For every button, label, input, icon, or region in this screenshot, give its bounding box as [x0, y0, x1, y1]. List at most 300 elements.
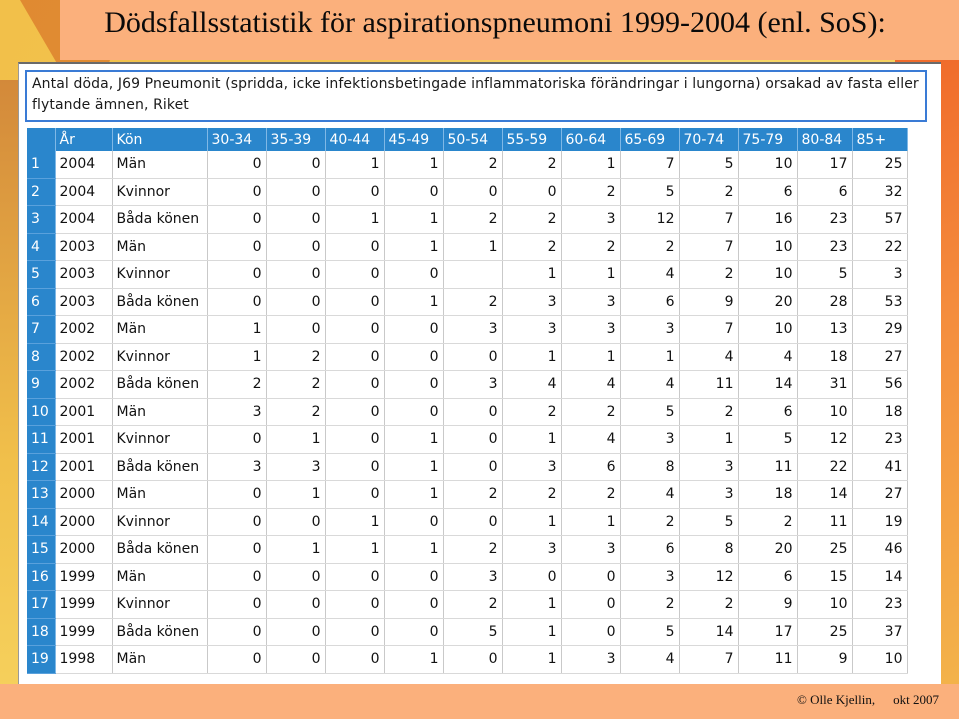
table-row — [27, 261, 907, 289]
sex-cell: Män — [112, 151, 207, 178]
year-cell: 2003 — [55, 261, 112, 289]
table-row — [27, 563, 907, 591]
count-cell: 3 — [679, 453, 738, 481]
count-cell: 56 — [852, 371, 907, 399]
row-number-header — [27, 128, 55, 151]
count-cell: 2 — [207, 371, 266, 399]
row-number: 4 — [27, 233, 55, 261]
count-cell — [443, 261, 502, 289]
count-cell: 0 — [384, 371, 443, 399]
count-cell: 2 — [443, 536, 502, 564]
count-cell: 0 — [325, 646, 384, 674]
count-cell: 11 — [738, 453, 797, 481]
count-cell: 3 — [852, 261, 907, 289]
year-cell: 2003 — [55, 288, 112, 316]
count-cell: 3 — [443, 371, 502, 399]
count-cell: 46 — [852, 536, 907, 564]
count-cell: 2 — [679, 178, 738, 206]
count-cell: 16 — [738, 206, 797, 234]
column-header: 50-54 — [443, 128, 502, 151]
table-header-row — [27, 128, 907, 151]
count-cell: 0 — [325, 316, 384, 344]
count-cell: 1 — [384, 151, 443, 178]
count-cell: 0 — [561, 563, 620, 591]
count-cell: 0 — [266, 316, 325, 344]
count-cell: 3 — [620, 316, 679, 344]
sex-cell: Båda könen — [112, 206, 207, 234]
count-cell: 0 — [443, 453, 502, 481]
row-number: 6 — [27, 288, 55, 316]
year-cell: 2003 — [55, 233, 112, 261]
count-cell: 10 — [852, 646, 907, 674]
sex-cell: Kvinnor — [112, 591, 207, 619]
count-cell: 1 — [207, 343, 266, 371]
count-cell: 3 — [620, 563, 679, 591]
count-cell: 19 — [852, 508, 907, 536]
row-number: 9 — [27, 371, 55, 399]
count-cell: 1 — [502, 646, 561, 674]
row-number: 11 — [27, 426, 55, 454]
year-cell: 2002 — [55, 343, 112, 371]
count-cell: 0 — [561, 618, 620, 646]
count-cell: 0 — [266, 618, 325, 646]
count-cell: 2 — [502, 206, 561, 234]
count-cell: 0 — [207, 646, 266, 674]
count-cell: 1 — [502, 591, 561, 619]
count-cell: 14 — [679, 618, 738, 646]
count-cell: 2 — [561, 398, 620, 426]
count-cell: 0 — [384, 618, 443, 646]
count-cell: 4 — [620, 646, 679, 674]
count-cell: 0 — [384, 178, 443, 206]
count-cell: 2 — [443, 288, 502, 316]
row-number: 15 — [27, 536, 55, 564]
count-cell: 1 — [384, 646, 443, 674]
row-number: 3 — [27, 206, 55, 234]
sex-cell: Män — [112, 398, 207, 426]
count-cell: 0 — [384, 261, 443, 289]
count-cell: 0 — [207, 151, 266, 178]
table-row — [27, 453, 907, 481]
count-cell: 0 — [207, 618, 266, 646]
count-cell: 7 — [679, 233, 738, 261]
count-cell: 0 — [207, 508, 266, 536]
count-cell: 27 — [852, 481, 907, 509]
row-number: 18 — [27, 618, 55, 646]
count-cell: 6 — [620, 536, 679, 564]
count-cell: 0 — [443, 178, 502, 206]
count-cell: 0 — [207, 481, 266, 509]
count-cell: 0 — [266, 178, 325, 206]
count-cell: 0 — [443, 508, 502, 536]
count-cell: 22 — [797, 453, 852, 481]
count-cell: 1 — [561, 261, 620, 289]
sex-cell: Män — [112, 316, 207, 344]
count-cell: 0 — [207, 563, 266, 591]
count-cell: 2 — [502, 398, 561, 426]
count-cell: 29 — [852, 316, 907, 344]
count-cell: 4 — [620, 371, 679, 399]
count-cell: 41 — [852, 453, 907, 481]
count-cell: 3 — [443, 563, 502, 591]
count-cell: 2 — [502, 481, 561, 509]
year-cell: 2004 — [55, 178, 112, 206]
count-cell: 11 — [738, 646, 797, 674]
count-cell: 2 — [679, 591, 738, 619]
count-cell: 0 — [266, 508, 325, 536]
count-cell: 3 — [679, 481, 738, 509]
count-cell: 3 — [502, 288, 561, 316]
count-cell: 18 — [852, 398, 907, 426]
count-cell: 0 — [207, 178, 266, 206]
count-cell: 13 — [797, 316, 852, 344]
year-cell: 2000 — [55, 536, 112, 564]
count-cell: 2 — [620, 591, 679, 619]
table-row — [27, 206, 907, 234]
count-cell: 22 — [852, 233, 907, 261]
count-cell: 3 — [561, 536, 620, 564]
count-cell: 32 — [852, 178, 907, 206]
count-cell: 17 — [738, 618, 797, 646]
count-cell: 6 — [738, 563, 797, 591]
count-cell: 0 — [443, 398, 502, 426]
count-cell: 5 — [679, 151, 738, 178]
column-header: 35-39 — [266, 128, 325, 151]
count-cell: 23 — [852, 591, 907, 619]
column-header: 85+ — [852, 128, 907, 151]
count-cell: 4 — [502, 371, 561, 399]
count-cell: 53 — [852, 288, 907, 316]
count-cell: 0 — [207, 233, 266, 261]
count-cell: 3 — [561, 316, 620, 344]
count-cell: 2 — [502, 233, 561, 261]
table-screenshot — [18, 62, 941, 686]
count-cell: 0 — [384, 563, 443, 591]
count-cell: 18 — [738, 481, 797, 509]
count-cell: 2 — [561, 178, 620, 206]
count-cell: 11 — [797, 508, 852, 536]
table-container — [27, 128, 939, 686]
count-cell: 0 — [384, 398, 443, 426]
count-cell: 0 — [384, 591, 443, 619]
column-header: 30-34 — [207, 128, 266, 151]
count-cell: 18 — [797, 343, 852, 371]
sex-cell: Kvinnor — [112, 178, 207, 206]
count-cell: 3 — [502, 316, 561, 344]
year-cell: 2001 — [55, 426, 112, 454]
count-cell: 0 — [325, 481, 384, 509]
count-cell: 8 — [679, 536, 738, 564]
count-cell: 1 — [384, 206, 443, 234]
count-cell: 1 — [325, 536, 384, 564]
year-cell: 2001 — [55, 453, 112, 481]
count-cell: 5 — [620, 398, 679, 426]
year-cell: 2000 — [55, 481, 112, 509]
count-cell: 6 — [620, 288, 679, 316]
count-cell: 0 — [443, 343, 502, 371]
count-cell: 25 — [797, 536, 852, 564]
row-number: 17 — [27, 591, 55, 619]
count-cell: 0 — [443, 426, 502, 454]
count-cell: 0 — [207, 261, 266, 289]
year-cell: 2004 — [55, 206, 112, 234]
count-cell: 31 — [797, 371, 852, 399]
count-cell: 10 — [738, 261, 797, 289]
count-cell: 14 — [738, 371, 797, 399]
sex-cell: Män — [112, 563, 207, 591]
table-row — [27, 316, 907, 344]
count-cell: 2 — [443, 206, 502, 234]
sex-cell: Män — [112, 233, 207, 261]
count-cell: 12 — [620, 206, 679, 234]
table-row — [27, 508, 907, 536]
table-row — [27, 233, 907, 261]
count-cell: 6 — [738, 398, 797, 426]
sex-cell: Kvinnor — [112, 261, 207, 289]
count-cell: 1 — [384, 233, 443, 261]
count-cell: 17 — [797, 151, 852, 178]
table-row — [27, 536, 907, 564]
sex-cell: Män — [112, 646, 207, 674]
count-cell: 3 — [502, 536, 561, 564]
count-cell: 14 — [852, 563, 907, 591]
count-cell: 3 — [561, 646, 620, 674]
count-cell: 0 — [561, 591, 620, 619]
count-cell: 2 — [502, 151, 561, 178]
count-cell: 0 — [325, 453, 384, 481]
column-header: 40-44 — [325, 128, 384, 151]
count-cell: 1 — [502, 343, 561, 371]
count-cell: 2 — [561, 481, 620, 509]
sex-cell: Båda könen — [112, 371, 207, 399]
count-cell: 0 — [443, 646, 502, 674]
count-cell: 4 — [561, 426, 620, 454]
row-number: 2 — [27, 178, 55, 206]
count-cell: 2 — [266, 398, 325, 426]
count-cell: 0 — [266, 206, 325, 234]
count-cell: 0 — [325, 371, 384, 399]
count-cell: 0 — [325, 343, 384, 371]
count-cell: 4 — [679, 343, 738, 371]
count-cell: 7 — [679, 646, 738, 674]
column-header: 45-49 — [384, 128, 443, 151]
count-cell: 1 — [266, 536, 325, 564]
row-number: 12 — [27, 453, 55, 481]
count-cell: 5 — [738, 426, 797, 454]
table-row — [27, 343, 907, 371]
count-cell: 4 — [620, 481, 679, 509]
count-cell: 3 — [266, 453, 325, 481]
count-cell: 1 — [207, 316, 266, 344]
count-cell: 2 — [266, 343, 325, 371]
count-cell: 2 — [443, 151, 502, 178]
row-number: 5 — [27, 261, 55, 289]
slide-title: Dödsfallsstatistik för aspirationspneumoni 1999-2004 (enl. SoS): — [104, 6, 886, 39]
count-cell: 1 — [384, 453, 443, 481]
count-cell: 5 — [797, 261, 852, 289]
count-cell: 9 — [738, 591, 797, 619]
count-cell: 6 — [797, 178, 852, 206]
column-header: 60-64 — [561, 128, 620, 151]
count-cell: 10 — [738, 316, 797, 344]
count-cell: 2 — [443, 481, 502, 509]
count-cell: 2 — [620, 508, 679, 536]
count-cell: 6 — [561, 453, 620, 481]
count-cell: 4 — [620, 261, 679, 289]
row-number: 1 — [27, 151, 55, 178]
table-row — [27, 288, 907, 316]
footer-date: okt 2007 — [893, 692, 939, 707]
count-cell: 2 — [561, 233, 620, 261]
year-cell: 2002 — [55, 316, 112, 344]
count-cell: 1 — [679, 426, 738, 454]
count-cell: 3 — [620, 426, 679, 454]
count-cell: 0 — [325, 288, 384, 316]
count-cell: 3 — [561, 206, 620, 234]
count-cell: 5 — [443, 618, 502, 646]
count-cell: 0 — [266, 591, 325, 619]
count-cell: 0 — [325, 563, 384, 591]
count-cell: 5 — [620, 178, 679, 206]
count-cell: 1 — [266, 426, 325, 454]
table-caption: Antal döda, J69 Pneumonit (spridda, icke infektionsbetingade inflammatoriska förändringar i lungorna) orsakad av fasta eller flytande ämnen, Riket — [25, 70, 927, 122]
table-row — [27, 371, 907, 399]
count-cell: 0 — [266, 151, 325, 178]
table-row — [27, 591, 907, 619]
sex-cell: Båda könen — [112, 453, 207, 481]
count-cell: 23 — [797, 233, 852, 261]
count-cell: 10 — [738, 233, 797, 261]
count-cell: 4 — [738, 343, 797, 371]
row-number: 7 — [27, 316, 55, 344]
row-number: 10 — [27, 398, 55, 426]
row-number: 13 — [27, 481, 55, 509]
year-cell: 2001 — [55, 398, 112, 426]
count-cell: 3 — [502, 453, 561, 481]
count-cell: 0 — [384, 508, 443, 536]
column-header: År — [55, 128, 112, 151]
count-cell: 3 — [207, 453, 266, 481]
year-cell: 1998 — [55, 646, 112, 674]
count-cell: 1 — [443, 233, 502, 261]
count-cell: 0 — [384, 316, 443, 344]
count-cell: 57 — [852, 206, 907, 234]
column-header: 80-84 — [797, 128, 852, 151]
count-cell: 0 — [325, 426, 384, 454]
count-cell: 7 — [679, 316, 738, 344]
count-cell: 1 — [384, 536, 443, 564]
count-cell: 0 — [325, 233, 384, 261]
count-cell: 1 — [561, 343, 620, 371]
count-cell: 1 — [325, 151, 384, 178]
count-cell: 15 — [797, 563, 852, 591]
count-cell: 2 — [738, 508, 797, 536]
slide-footer — [797, 692, 939, 708]
count-cell: 9 — [679, 288, 738, 316]
count-cell: 1 — [561, 508, 620, 536]
count-cell: 1 — [384, 426, 443, 454]
column-header: 55-59 — [502, 128, 561, 151]
count-cell: 25 — [797, 618, 852, 646]
count-cell: 0 — [325, 261, 384, 289]
count-cell: 0 — [207, 206, 266, 234]
count-cell: 1 — [502, 508, 561, 536]
table-row — [27, 481, 907, 509]
count-cell: 25 — [852, 151, 907, 178]
column-header: Kön — [112, 128, 207, 151]
count-cell: 1 — [502, 426, 561, 454]
count-cell: 1 — [266, 481, 325, 509]
column-header: 70-74 — [679, 128, 738, 151]
count-cell: 0 — [325, 398, 384, 426]
year-cell: 1999 — [55, 563, 112, 591]
count-cell: 9 — [797, 646, 852, 674]
count-cell: 27 — [852, 343, 907, 371]
sex-cell: Kvinnor — [112, 426, 207, 454]
table-row — [27, 398, 907, 426]
table-body — [27, 151, 907, 673]
count-cell: 4 — [561, 371, 620, 399]
count-cell: 0 — [266, 261, 325, 289]
count-cell: 12 — [679, 563, 738, 591]
table-row — [27, 151, 907, 178]
count-cell: 10 — [797, 398, 852, 426]
year-cell: 1999 — [55, 618, 112, 646]
count-cell: 0 — [207, 288, 266, 316]
count-cell: 1 — [325, 206, 384, 234]
count-cell: 1 — [502, 261, 561, 289]
count-cell: 12 — [797, 426, 852, 454]
count-cell: 1 — [384, 481, 443, 509]
year-cell: 2004 — [55, 151, 112, 178]
count-cell: 20 — [738, 536, 797, 564]
count-cell: 0 — [325, 618, 384, 646]
count-cell: 1 — [620, 343, 679, 371]
count-cell: 3 — [207, 398, 266, 426]
sex-cell: Män — [112, 481, 207, 509]
count-cell: 2 — [266, 371, 325, 399]
column-header: 65-69 — [620, 128, 679, 151]
death-statistics-table — [27, 128, 908, 674]
table-row — [27, 426, 907, 454]
count-cell: 10 — [738, 151, 797, 178]
count-cell: 1 — [325, 508, 384, 536]
count-cell: 8 — [620, 453, 679, 481]
count-cell: 23 — [852, 426, 907, 454]
count-cell: 11 — [679, 371, 738, 399]
count-cell: 3 — [443, 316, 502, 344]
count-cell: 2 — [679, 398, 738, 426]
count-cell: 0 — [325, 591, 384, 619]
row-number: 8 — [27, 343, 55, 371]
column-header: 75-79 — [738, 128, 797, 151]
count-cell: 10 — [797, 591, 852, 619]
count-cell: 1 — [384, 288, 443, 316]
count-cell: 7 — [620, 151, 679, 178]
count-cell: 0 — [384, 343, 443, 371]
count-cell: 2 — [679, 261, 738, 289]
count-cell: 28 — [797, 288, 852, 316]
count-cell: 0 — [266, 646, 325, 674]
count-cell: 20 — [738, 288, 797, 316]
sex-cell: Kvinnor — [112, 343, 207, 371]
count-cell: 1 — [502, 618, 561, 646]
table-row — [27, 178, 907, 206]
count-cell: 0 — [266, 563, 325, 591]
count-cell: 14 — [797, 481, 852, 509]
row-number: 14 — [27, 508, 55, 536]
count-cell: 0 — [207, 591, 266, 619]
